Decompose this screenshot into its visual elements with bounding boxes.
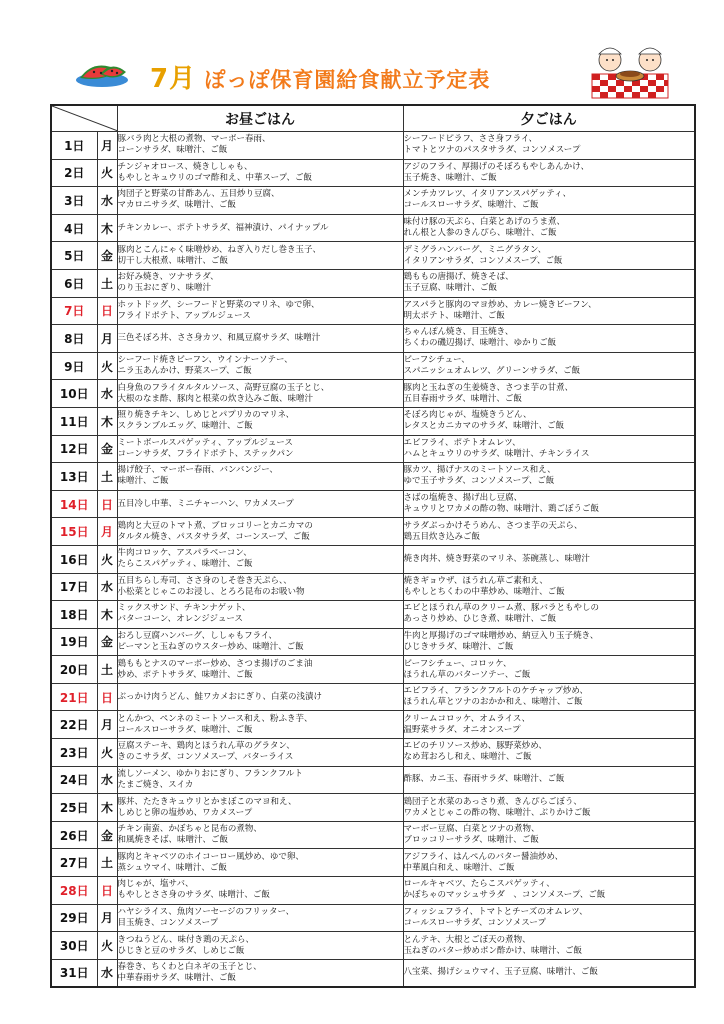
dinner-line: 酢豚、カニ玉、春雨サラダ、味噌汁、ご飯 xyxy=(403,774,565,785)
dinner-line: 豚肉と玉ねぎの生姜焼き、さつま芋の甘煮、 xyxy=(403,382,574,393)
weekday-cell: 日 xyxy=(97,877,117,905)
dinner-line: ゆで玉子サラダ、コンソメスープ、ご飯 xyxy=(403,476,555,487)
dinner-cell xyxy=(403,932,695,960)
weekday-cell: 水 xyxy=(97,380,117,408)
day-cell: 5日 xyxy=(51,242,97,270)
lunch-line: 炒め、ポテトサラダ、味噌汁、ご飯 xyxy=(117,669,253,680)
lunch-cell xyxy=(117,132,403,160)
dinner-cell xyxy=(403,739,695,767)
lunch-line: フライドポテト、アップルジュース xyxy=(117,310,251,321)
day-cell: 19日 xyxy=(51,628,97,656)
lunch-line: おろし豆腐ハンバーグ、ししゃもフライ、 xyxy=(117,630,278,641)
weekday-cell: 火 xyxy=(97,932,117,960)
day-cell: 13日 xyxy=(51,463,97,491)
lunch-line: 切干し大根煮、味噌汁、ご飯 xyxy=(117,255,229,266)
lunch-line: お好み焼き、ツナサラダ、 xyxy=(117,272,219,283)
weekday-cell: 土 xyxy=(97,463,117,491)
lunch-cell xyxy=(117,821,403,849)
lunch-line: 牛肉コロッケ、アスパラベーコン、 xyxy=(117,548,252,559)
lunch-line: チキン南蛮、かぼちゃと昆布の煮物、 xyxy=(117,824,262,835)
day-cell: 9日 xyxy=(51,352,97,380)
dinner-line: 牛肉と厚揚げのゴマ味噌炒め、納豆入り玉子焼き、 xyxy=(403,630,599,641)
dinner-line: 温野菜サラダ、オニオンスープ xyxy=(403,724,521,735)
dinner-cell xyxy=(403,628,695,656)
dinner-cell xyxy=(403,656,695,684)
dinner-line: ビーフシチュー、コロッケ、 xyxy=(403,658,512,669)
lunch-cell xyxy=(117,214,403,242)
table-row xyxy=(51,766,695,794)
dinner-line: デミグラハンバーグ、ミニグラタン、 xyxy=(403,244,547,255)
dinner-line: アジフライ、はんぺんのバター醤油炒め、 xyxy=(403,851,564,862)
weekday-cell: 火 xyxy=(97,545,117,573)
weekday-cell: 木 xyxy=(97,407,117,435)
header xyxy=(0,0,724,104)
dinner-line: キュウリとワカメの酢の物、味噌汁、鶏ごぼうご飯 xyxy=(403,504,600,515)
dinner-cell xyxy=(403,849,695,877)
table-row xyxy=(51,380,695,408)
lunch-cell xyxy=(117,518,403,546)
lunch-line: きつねうどん、味付き鶏の天ぷら、 xyxy=(117,934,255,945)
dinner-line: レタスとカニカマのサラダ、味噌汁、ご飯 xyxy=(403,421,565,432)
day-cell: 24日 xyxy=(51,766,97,794)
table-row xyxy=(51,821,695,849)
dinner-line: エビフライ、フランクフルトのケチャップ炒め、 xyxy=(403,686,589,697)
lunch-header: お昼ごはん xyxy=(117,105,403,132)
dinner-line: ハムとキュウリのサラダ、味噌汁、チキンライス xyxy=(403,448,590,459)
weekday-cell: 水 xyxy=(97,573,117,601)
day-cell: 16日 xyxy=(51,545,97,573)
lunch-line: たまご焼き、スイカ xyxy=(117,779,194,790)
table-row xyxy=(51,132,695,160)
lunch-line: 五目ちらし寿司、ささ身のしそ巻き天ぷら、、 xyxy=(117,575,292,586)
weekday-cell: 木 xyxy=(97,214,117,242)
dinner-line: 鶏五目炊き込みご飯 xyxy=(403,531,481,542)
day-cell: 11日 xyxy=(51,407,97,435)
table-row xyxy=(51,269,695,297)
day-cell: 23日 xyxy=(51,739,97,767)
lunch-line: コーンサラダ、フライドポテト、ステックパン xyxy=(117,448,294,459)
lunch-cell xyxy=(117,463,403,491)
lunch-line: 揚げ餃子、マーボー春雨、バンバンジー、 xyxy=(117,465,278,476)
diagonal-line xyxy=(52,106,118,131)
table-row xyxy=(51,352,695,380)
table-row xyxy=(51,407,695,435)
weekday-cell: 火 xyxy=(97,352,117,380)
dinner-line: ほうれん草のバターソテー、ご飯 xyxy=(403,669,531,680)
day-cell: 6日 xyxy=(51,269,97,297)
table-row xyxy=(51,794,695,822)
dinner-line: ちくわの磯辺揚げ、味噌汁、ゆかりご飯 xyxy=(403,338,557,349)
dinner-cell xyxy=(403,766,695,794)
dinner-line: 中華風白和え、味噌汁、ご飯 xyxy=(403,862,515,873)
lunch-line: もやしとささ身のサラダ、味噌汁、ご飯 xyxy=(117,890,270,901)
weekday-cell: 月 xyxy=(97,904,117,932)
dinner-line: エビのチリソース炒め、豚野菜炒め、 xyxy=(403,741,547,752)
lunch-line: 照り焼きチキン、しめじとパプリカのマリネ、 xyxy=(117,410,295,421)
dinner-header: 夕ごはん xyxy=(403,105,695,132)
dinner-line: なめ茸おろし和え、味噌汁、ご飯 xyxy=(403,752,532,763)
weekday-cell: 月 xyxy=(97,711,117,739)
lunch-line: 白身魚のフライタルタルソース、高野豆腐の玉子とじ、 xyxy=(117,382,330,393)
dinner-line: 味付け豚の天ぷら、白菜とあげのうま煮、 xyxy=(403,217,566,228)
table-row xyxy=(51,518,695,546)
day-cell: 8日 xyxy=(51,325,97,353)
table-row xyxy=(51,601,695,629)
weekday-cell: 土 xyxy=(97,269,117,297)
dinner-line: 豚カツ、揚げナスのミートソース和え、 xyxy=(403,465,556,476)
title-name: ぽっぽ保育園給食献立予定表 xyxy=(204,68,491,92)
lunch-line: 五目冷し中華、ミニチャーハン、ワカメスープ xyxy=(117,498,294,509)
day-cell: 4日 xyxy=(51,214,97,242)
day-cell: 29日 xyxy=(51,904,97,932)
lunch-cell xyxy=(117,187,403,215)
dinner-line: ロールキャベツ、たらこスパゲッティ、 xyxy=(403,879,555,890)
day-cell: 10日 xyxy=(51,380,97,408)
lunch-line: 中華春雨サラダ、味噌汁、ご飯 xyxy=(117,972,236,983)
dinner-line: 八宝菜、揚げシュウマイ、玉子豆腐、味噌汁、ご飯 xyxy=(403,967,598,978)
dinner-cell xyxy=(403,132,695,160)
lunch-line: バターコーン、オレンジジュース xyxy=(117,614,243,625)
day-cell: 20日 xyxy=(51,656,97,684)
weekday-cell: 日 xyxy=(97,490,117,518)
lunch-cell xyxy=(117,407,403,435)
lunch-cell xyxy=(117,490,403,518)
day-cell: 25日 xyxy=(51,794,97,822)
dinner-line: ちゃんぽん焼き、目玉焼き、 xyxy=(403,327,514,338)
table-row xyxy=(51,628,695,656)
table-row xyxy=(51,573,695,601)
lunch-line: のり玉おにぎり、味噌汁 xyxy=(117,283,212,294)
dinner-line: 玉ねぎのバター炒めポン酢かけ、味噌汁、ご飯 xyxy=(403,945,583,956)
weekday-cell: 日 xyxy=(97,683,117,711)
dinner-cell xyxy=(403,545,695,573)
dinner-line: そぼろ肉じゃが、塩焼きうどん、 xyxy=(403,410,532,421)
day-cell: 30日 xyxy=(51,932,97,960)
lunch-cell xyxy=(117,601,403,629)
weekday-cell: 火 xyxy=(97,159,117,187)
dinner-cell xyxy=(403,325,695,353)
lunch-cell xyxy=(117,904,403,932)
table-row xyxy=(51,242,695,270)
dinner-cell xyxy=(403,518,695,546)
dinner-line: あっさり炒め、ひじき煮、味噌汁、ご飯 xyxy=(403,614,557,625)
lunch-line: 豚丼、たたきキュウリとかまぼこのマヨ和え、 xyxy=(117,796,297,807)
dinner-line: エビとほうれん草のクリーム煮、豚バラともやしの xyxy=(403,603,600,614)
lunch-line: ミートボールスパゲッティ、アップルジュース xyxy=(117,437,293,448)
dinner-line: サラダぶっかけそうめん、さつま芋の天ぷら、 xyxy=(403,520,583,531)
lunch-line: 鶏ももとナスのマーボー炒め、さつま揚げのごま油 xyxy=(117,658,313,669)
weekday-cell: 金 xyxy=(97,435,117,463)
day-cell: 17日 xyxy=(51,573,97,601)
dinner-line: アスパラと豚肉のマヨ炒め、カレー焼きビーフン、 xyxy=(403,299,597,310)
table-row xyxy=(51,739,695,767)
table-row xyxy=(51,711,695,739)
weekday-cell: 土 xyxy=(97,656,117,684)
dinner-cell xyxy=(403,159,695,187)
lunch-line: 流しソーメン、ゆかりおにぎり、フランクフルト xyxy=(117,768,303,779)
lunch-line: タルタル焼き、パスタサラダ、コーンスープ、ご飯 xyxy=(117,531,310,542)
lunch-cell xyxy=(117,959,403,987)
dinner-cell xyxy=(403,463,695,491)
lunch-cell xyxy=(117,380,403,408)
lunch-line: 豚肉とこんにゃく味噌炒め、ねぎ入りだし巻き玉子、 xyxy=(117,244,321,255)
dinner-cell xyxy=(403,794,695,822)
dinner-cell xyxy=(403,380,695,408)
dinner-line: コールスローサラダ、コンソメスープ xyxy=(403,917,546,928)
day-cell: 2日 xyxy=(51,159,97,187)
lunch-line: コールスローサラダ、味噌汁、ご飯 xyxy=(117,724,253,735)
dinner-cell xyxy=(403,352,695,380)
dinner-line: 焼きギョウザ、ほうれん草ご素和え、 xyxy=(403,575,548,586)
lunch-line: 春巻き、ちくわと白ネギの玉子とじ、 xyxy=(117,961,262,972)
weekday-cell: 水 xyxy=(97,187,117,215)
weekday-cell: 金 xyxy=(97,628,117,656)
lunch-line: 豚バラ肉と大根の煮物、マーボー春雨、 xyxy=(117,134,271,145)
day-cell: 22日 xyxy=(51,711,97,739)
dinner-line: シーフードピラフ、ささ身フライ、 xyxy=(403,134,538,145)
table-row xyxy=(51,683,695,711)
lunch-cell xyxy=(117,932,403,960)
dinner-line: 五目春雨サラダ、味噌汁、ご飯 xyxy=(403,393,522,404)
corner-cell xyxy=(51,105,117,132)
lunch-line: とんかつ、ペンネのミートソース和え、粉ふき芋、 xyxy=(117,713,313,724)
dinner-cell xyxy=(403,187,695,215)
table-row xyxy=(51,959,695,987)
lunch-line: チキンカレー、ポテトサラダ、福神漬け、パイナップル xyxy=(117,222,329,233)
lunch-line: マカロニサラダ、味噌汁、ご飯 xyxy=(117,200,236,211)
table-row xyxy=(51,545,695,573)
lunch-cell xyxy=(117,242,403,270)
table-row xyxy=(51,214,695,242)
dinner-cell xyxy=(403,297,695,325)
day-cell: 28日 xyxy=(51,877,97,905)
dinner-line: 明太ポテト、味噌汁、ご飯 xyxy=(403,310,505,321)
dinner-line: エビフライ、ポテトオムレツ、 xyxy=(403,437,521,448)
day-cell: 18日 xyxy=(51,601,97,629)
dinner-line: 玉子焼き、味噌汁、ご飯 xyxy=(403,172,497,183)
menu-table xyxy=(50,104,696,988)
lunch-cell xyxy=(117,711,403,739)
lunch-cell xyxy=(117,877,403,905)
lunch-line: 和風焼きそば、味噌汁、ご飯 xyxy=(117,835,229,846)
lunch-line: ピーマンと玉ねぎのウスター炒め、味噌汁、ご飯 xyxy=(117,641,304,652)
lunch-cell xyxy=(117,656,403,684)
watermelon-icon xyxy=(74,56,132,90)
children-eating-icon xyxy=(588,40,672,100)
weekday-cell: 月 xyxy=(97,325,117,353)
dinner-line: アジのフライ、厚揚げのそぼろもやしあんかけ、 xyxy=(403,161,590,172)
title-month: 7月 xyxy=(150,64,197,94)
dinner-line: ほうれん草とツナのおかか和え、味噌汁、ご飯 xyxy=(403,697,583,708)
table-row xyxy=(51,463,695,491)
lunch-line: 鶏肉と大豆のトマト煮、ブロッコリーとカニカマの xyxy=(117,520,313,531)
lunch-line: もやしとキュウリのゴマ酢和え、中華スープ、ご飯 xyxy=(117,172,312,183)
dinner-cell xyxy=(403,214,695,242)
dinner-line: クリームコロッケ、オムライス、 xyxy=(403,713,531,724)
lunch-line: きのこサラダ、コンソメスープ、バターライス xyxy=(117,752,294,763)
dinner-cell xyxy=(403,711,695,739)
weekday-cell: 月 xyxy=(97,518,117,546)
lunch-cell xyxy=(117,794,403,822)
weekday-cell: 木 xyxy=(97,794,117,822)
dinner-cell xyxy=(403,877,695,905)
lunch-line: ニラ玉あんかけ、野菜スープ、ご飯 xyxy=(117,366,252,377)
dinner-line: 鶏ももの唐揚げ、焼きそば、 xyxy=(403,272,514,283)
dinner-cell xyxy=(403,269,695,297)
dinner-line: 焼き肉丼、焼き野菜のマリネ、茶碗蒸し、味噌汁 xyxy=(403,553,590,564)
lunch-line: ホットドッグ、シーフードと野菜のマリネ、ゆで卵、 xyxy=(117,299,320,310)
table-row xyxy=(51,932,695,960)
dinner-cell xyxy=(403,959,695,987)
lunch-line: 小松菜とじゃこのお浸し、とろろ昆布のお吸い物 xyxy=(117,586,305,597)
lunch-cell xyxy=(117,739,403,767)
lunch-line: たらこスパゲッティ、味噌汁、ご飯 xyxy=(117,559,253,570)
lunch-cell xyxy=(117,683,403,711)
dinner-line: イタリアンサラダ、コンソメスープ、ご飯 xyxy=(403,255,563,266)
dinner-line: ワカメとじゃこの酢の物、味噌汁、ぶりかけご飯 xyxy=(403,807,591,818)
day-cell: 21日 xyxy=(51,683,97,711)
table-row xyxy=(51,877,695,905)
lunch-line: 味噌汁、ご飯 xyxy=(117,476,169,487)
lunch-line: 豚肉とキャベツのホイコーロー風炒め、ゆで卵、 xyxy=(117,851,304,862)
table-row xyxy=(51,435,695,463)
dinner-cell xyxy=(403,904,695,932)
weekday-cell: 月 xyxy=(97,132,117,160)
day-cell: 1日 xyxy=(51,132,97,160)
weekday-cell: 土 xyxy=(97,849,117,877)
lunch-line: ミックスサンド、チキンナゲット、 xyxy=(117,603,251,614)
weekday-cell: 日 xyxy=(97,297,117,325)
dinner-cell xyxy=(403,435,695,463)
dinner-cell xyxy=(403,407,695,435)
lunch-cell xyxy=(117,545,403,573)
lunch-line: コーンサラダ、味噌汁、ご飯 xyxy=(117,145,228,156)
table-row xyxy=(51,849,695,877)
table-row xyxy=(51,325,695,353)
dinner-line: マーボー豆腐、白菜とツナの煮物、 xyxy=(403,824,540,835)
lunch-line: スクランブルエッグ、味噌汁、ご飯 xyxy=(117,421,253,432)
table-row xyxy=(51,490,695,518)
day-cell: 3日 xyxy=(51,187,97,215)
dinner-line: ビーフシチュー、 xyxy=(403,355,470,366)
lunch-line: シーフード焼きビーフン、ウインナーソテー、 xyxy=(117,355,293,366)
table-row xyxy=(51,159,695,187)
weekday-cell: 木 xyxy=(97,601,117,629)
dinner-line: さばの塩焼き、揚げ出し豆腐、 xyxy=(403,493,523,504)
table-row xyxy=(51,297,695,325)
lunch-line: 肉じゃが、塩サバ、 xyxy=(117,879,194,890)
lunch-line: ひじきと豆のサラダ、しめじご飯 xyxy=(117,945,245,956)
weekday-cell: 水 xyxy=(97,766,117,794)
dinner-cell xyxy=(403,490,695,518)
lunch-cell xyxy=(117,297,403,325)
dinner-line: コールスローサラダ、味噌汁、ご飯 xyxy=(403,200,539,211)
dinner-line: トマトとツナのパスタサラダ、コンソメスープ xyxy=(403,145,581,156)
dinner-line: れん根と人参のきんぴら、味噌汁、ご飯 xyxy=(403,228,557,239)
dinner-cell xyxy=(403,573,695,601)
day-cell: 15日 xyxy=(51,518,97,546)
table-row xyxy=(51,904,695,932)
lunch-line: チンジャオロース、焼きししゃも、 xyxy=(117,161,253,172)
dinner-line: メンチカツレツ、イタリアンスパゲッティ、 xyxy=(403,189,572,200)
dinner-line: とんテキ、大根とごぼ天の煮物、 xyxy=(403,934,531,945)
dinner-cell xyxy=(403,821,695,849)
lunch-cell xyxy=(117,849,403,877)
table-row xyxy=(51,656,695,684)
dinner-line: もやしとちくわの中華炒め、味噌汁、ご飯 xyxy=(403,586,565,597)
day-cell: 7日 xyxy=(51,297,97,325)
lunch-line: 大根のなま酢、豚肉と根菜の炊き込みご飯、味噌汁 xyxy=(117,393,314,404)
page-title xyxy=(150,58,490,95)
dinner-line: ブロッコリーサラダ、味噌汁、ご飯 xyxy=(403,835,539,846)
lunch-line: 肉団子と野菜の甘酢あん、五目炒り豆腐、 xyxy=(117,189,280,200)
lunch-cell xyxy=(117,352,403,380)
day-cell: 27日 xyxy=(51,849,97,877)
dinner-cell xyxy=(403,242,695,270)
lunch-cell xyxy=(117,628,403,656)
dinner-line: 玉子豆腐、味噌汁、ご飯 xyxy=(403,283,498,294)
dinner-line: フィッシュフライ、トマトとチーズのオムレツ、 xyxy=(403,906,588,917)
lunch-cell xyxy=(117,435,403,463)
lunch-line: 豆腐ステーキ、鶏肉とほうれん草のグラタン、 xyxy=(117,741,295,752)
day-cell: 14日 xyxy=(51,490,97,518)
table-row xyxy=(51,187,695,215)
dinner-line: 鶏団子と水菜のあっさり煮、きんぴらごぼう、 xyxy=(403,796,582,807)
lunch-line: 蒸シュウマイ、味噌汁、ご飯 xyxy=(117,862,227,873)
weekday-cell: 火 xyxy=(97,739,117,767)
lunch-line: しめじと卵の塩炒め、ワカメスープ xyxy=(117,807,253,818)
lunch-cell xyxy=(117,573,403,601)
day-cell: 26日 xyxy=(51,821,97,849)
lunch-cell xyxy=(117,766,403,794)
dinner-line: ひじきサラダ、味噌汁、ご飯 xyxy=(403,641,514,652)
lunch-line: 目玉焼き、コンソメスープ xyxy=(117,917,219,928)
day-cell: 12日 xyxy=(51,435,97,463)
lunch-line: 三色そぼろ丼、ささ身カツ、和風豆腐サラダ、味噌汁 xyxy=(117,332,321,343)
day-cell: 31日 xyxy=(51,959,97,987)
lunch-line: ぶっかけ肉うどん、鮭ワカメおにぎり、白菜の浅漬け xyxy=(117,691,323,702)
lunch-cell xyxy=(117,159,403,187)
lunch-cell xyxy=(117,325,403,353)
dinner-cell xyxy=(403,683,695,711)
weekday-cell: 金 xyxy=(97,821,117,849)
lunch-line: ハヤシライス、魚肉ソーセージのフリッター、 xyxy=(117,906,295,917)
weekday-cell: 水 xyxy=(97,959,117,987)
dinner-line: かぼちゃのマッシュサラダ 、コンソメスープ、ご飯 xyxy=(403,890,606,901)
weekday-cell: 金 xyxy=(97,242,117,270)
lunch-cell xyxy=(117,269,403,297)
dinner-line: スパニッシュオムレツ、グリーンサラダ、ご飯 xyxy=(403,366,581,377)
dinner-cell xyxy=(403,601,695,629)
